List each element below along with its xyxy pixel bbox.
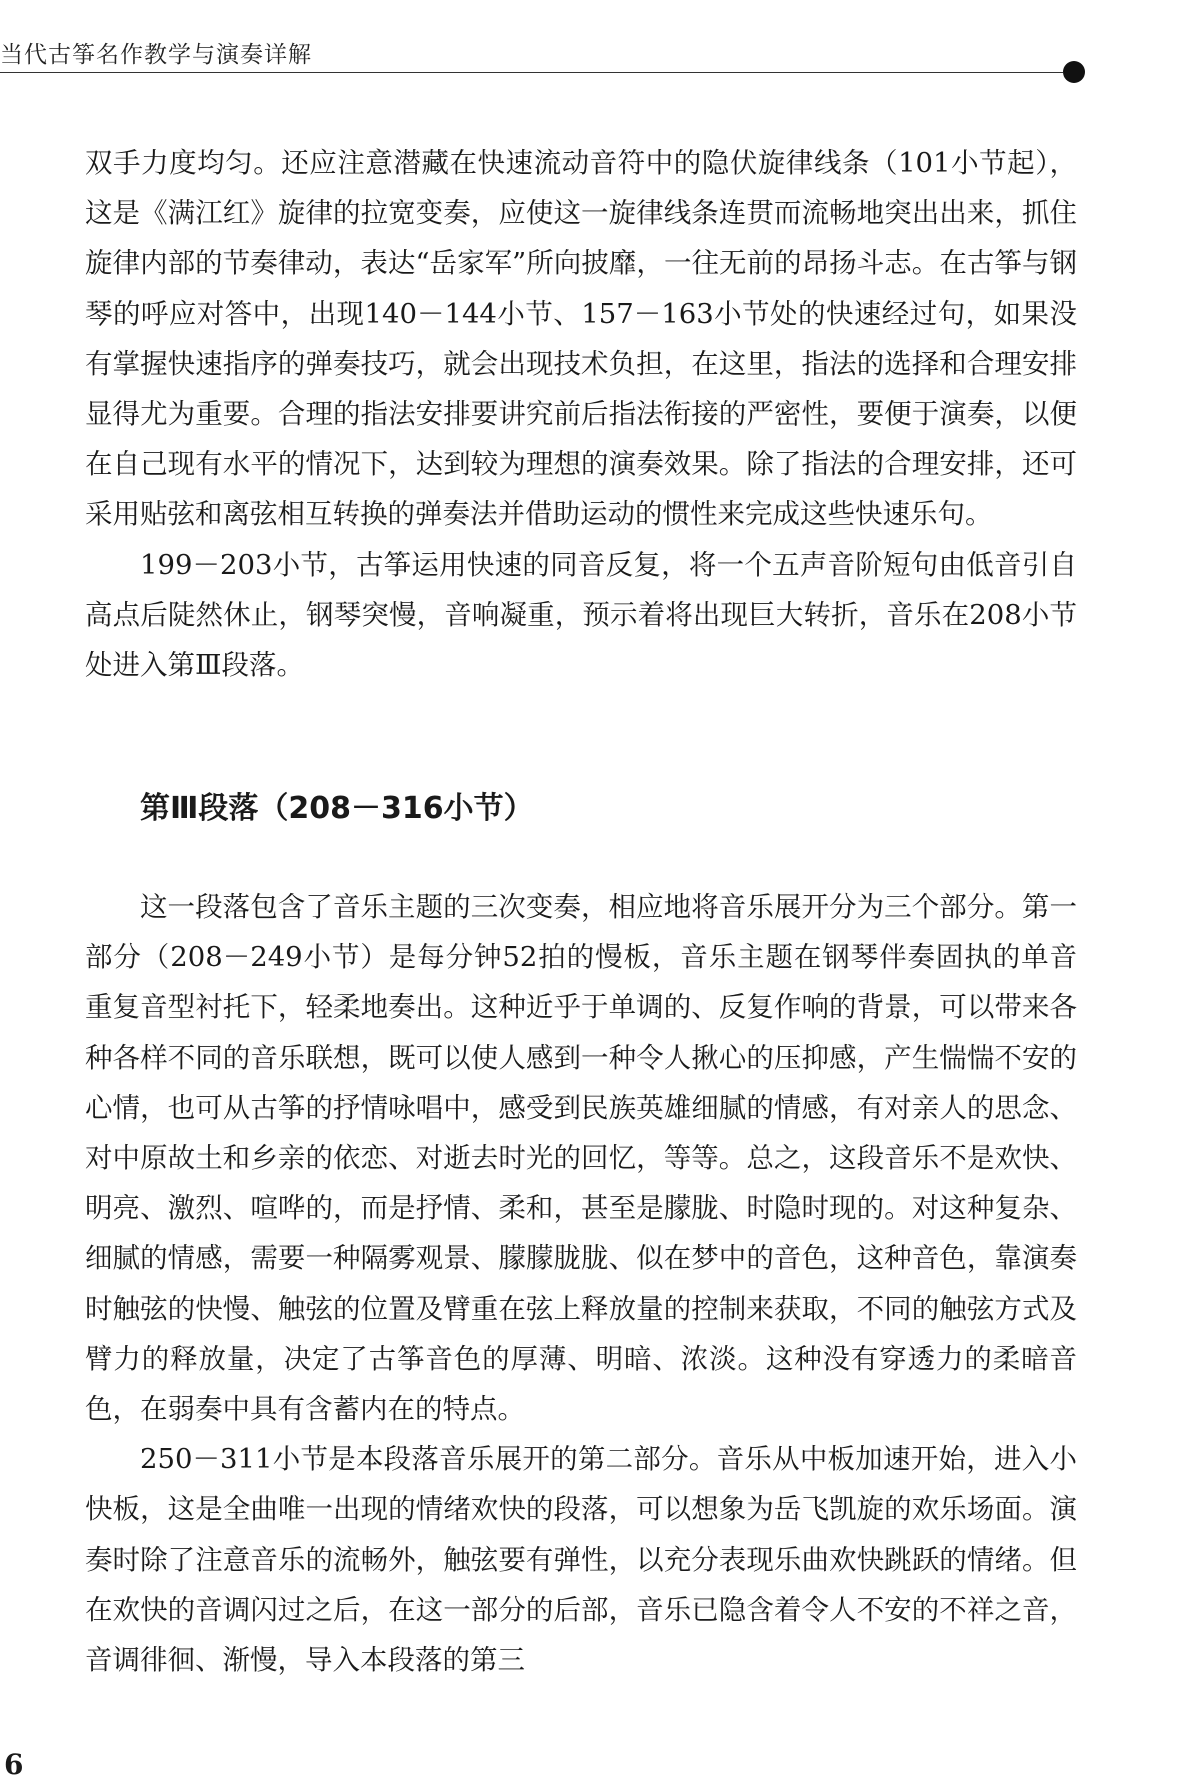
page-number: 6 — [4, 1748, 24, 1781]
running-head-title: 当代古筝名作教学与演奏详解 — [0, 42, 312, 68]
paragraph-3: 这一段落包含了音乐主题的三次变奏，相应地将音乐展开分为三个部分。第一部分（208－249小节）是每分钟52拍的慢板，音乐主题在钢琴伴奏固执的单音重复音型衬托下，轻柔地奏出。这种近乎于单调的、反复作响的背景，可以带来各种各样不同的音乐联想，既可以使人感到一种令人揪心的压抑感，产生惴惴不安的心情，也可从古筝的抒情咏唱中，感受到民族英雄细腻的情感，有对亲人的思念、对中原故土和乡亲的依恋、对逝去时光的回忆，等等。总之，这段音乐不是欢快、明亮、激烈、喧哗的，而是抒情、柔和，甚至是朦胧、时隐时现的。对这种复杂、细腻的情感，需要一种隔雾观景、朦朦胧胧、似在梦中的音色，这种音色，靠演奏时触弦的快慢、触弦的位置及臂重在弦上释放量的控制来获取，不同的触弦方式及臂力的释放量，决定了古筝音色的厚薄、明暗、浓淡。这种没有穿透力的柔暗音色，在弱奏中具有含蓄内在的特点。 — [85, 891, 1077, 1426]
body-text-bottom — [85, 882, 1077, 1685]
body-text-top — [85, 138, 1077, 690]
section-heading: 第Ⅲ段落（208－316小节） — [140, 791, 534, 826]
paragraph-4: 250－311小节是本段落音乐展开的第二部分。音乐从中板加速开始，进入小快板，这是全曲唯一出现的情绪欢快的段落，可以想象为岳飞凯旋的欢乐场面。演奏时除了注意音乐的流畅外，触弦要有弹性，以充分表现乐曲欢快跳跃的情绪。但在欢快的音调闪过之后，在这一部分的后部，音乐已隐含着令人不安的不祥之音，音调徘徊、渐慢，导入本段落的第三 — [85, 1443, 1077, 1677]
header-dot-ornament — [1063, 61, 1085, 83]
paragraph-2: 199－203小节，古筝运用快速的同音反复，将一个五声音阶短句由低音引自高点后陡然休止，钢琴突慢，音响凝重，预示着将出现巨大转折，音乐在208小节处进入第Ⅲ段落。 — [85, 548, 1077, 682]
paragraph-1: 双手力度均匀。还应注意潜藏在快速流动音符中的隐伏旋律线条（101小节起），这是《满江红》旋律的拉宽变奏，应使这一旋律线条连贯而流畅地突出出来，抓住旋律内部的节奏律动，表达“岳家军”所向披靡，一往无前的昂扬斗志。在古筝与钢琴的呼应对答中，出现140－144小节、157－163小节处的快速经过句，如果没有掌握快速指序的弹奏技巧，就会出现技术负担，在这里，指法的选择和合理安排显得尤为重要。合理的指法安排要讲究前后指法衔接的严密性，要便于演奏，以便在自己现有水平的情况下，达到较为理想的演奏效果。除了指法的合理安排，还可采用贴弦和离弦相互转换的弹奏法并借助运动的惯性来完成这些快速乐句。 — [85, 147, 1077, 531]
header-rule — [0, 72, 1063, 73]
